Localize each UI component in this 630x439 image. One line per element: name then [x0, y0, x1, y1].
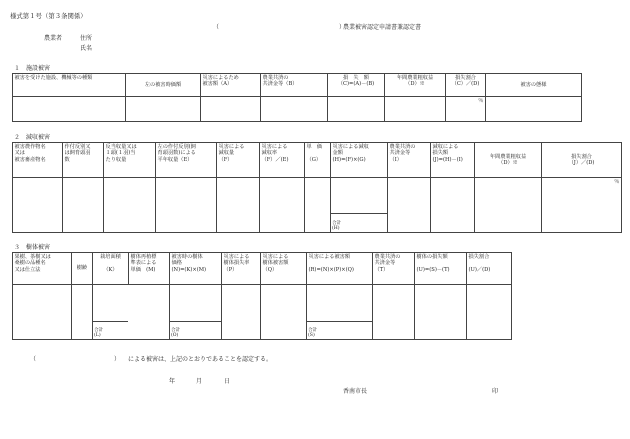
s1-header: 左の被害時価額 — [126, 74, 201, 97]
sum-h-label: 合計 (H) — [332, 221, 342, 231]
s2-amount-cell[interactable] — [331, 178, 388, 233]
s3-cell[interactable] — [222, 285, 261, 340]
s2-header: 単 価 （G） — [305, 143, 331, 178]
page-title: 農業被害認定申請書兼認定書 — [343, 24, 422, 31]
sum-divider — [307, 321, 372, 322]
s2-cell[interactable] — [431, 178, 475, 233]
s1-header: 損失割合 （C）／(D) — [446, 74, 486, 97]
yield-damage-table — [12, 142, 622, 233]
s2-header: 災害による減収 金額 (H)=(F)×(G) — [331, 143, 388, 178]
s3-area-cell[interactable] — [93, 285, 170, 340]
tree-damage-table — [12, 252, 512, 340]
mayor-label: 香南市長 — [343, 388, 368, 395]
s1-header: 損 失 額 （C)=(A)－(B) — [328, 74, 385, 97]
s3-header: 栽培面積 （K） — [93, 253, 129, 285]
sum-o-label: 合計 (O) — [171, 328, 181, 338]
sum-divider — [331, 213, 387, 214]
date-month: 月 — [196, 378, 203, 385]
s2-cell[interactable] — [217, 178, 260, 233]
s3-header: 損失割合 (U)／(D) — [467, 253, 512, 285]
s2-cell[interactable] — [260, 178, 305, 233]
s3-header: 災害による 樹体被害額 （Q） — [261, 253, 307, 285]
s3-header: 災害による被害額 (R)=(N)×(P)×(Q) — [307, 253, 373, 285]
s3-cell[interactable] — [415, 285, 467, 340]
s1-cell[interactable] — [201, 97, 261, 122]
s3-header: 農業共済の 共済金等 （T） — [373, 253, 415, 285]
percent-unit: ％ — [478, 98, 484, 104]
s2-cell[interactable] — [305, 178, 331, 233]
address-label: 住所 — [80, 35, 93, 42]
s2-header: 減収による 損失額 (J)=(H)－(I) — [431, 143, 475, 178]
sum-l-label: 合計 (L) — [94, 328, 104, 338]
certify-paren: （ ） — [30, 356, 121, 363]
s2-header: 作付反別又 は飼育頭羽 数 — [63, 143, 104, 178]
s2-header: 農業共済の 共済金等 （I） — [388, 143, 431, 178]
s1-header: 災害によるため 被害額（A） — [201, 74, 261, 97]
farmer-label: 農業者 — [44, 35, 63, 42]
s3-header: 果樹、茶樹又は 桑樹の品種名 又は仕立法 — [13, 253, 72, 285]
s2-cell[interactable] — [13, 178, 63, 233]
s3-value-cell[interactable] — [170, 285, 222, 340]
s2-header: 被害農作物名 又は 被害畜産物名 — [13, 143, 63, 178]
s2-header: 年間農業粗収益 （D）※ — [475, 143, 542, 178]
s1-percent-cell[interactable] — [446, 97, 486, 122]
section1-heading: １ 施設被害 — [14, 65, 51, 72]
s3-header: 樹体の損失額 (U)=(S)－(T) — [415, 253, 467, 285]
s2-header: 損失割合 （J）／(D) — [542, 143, 622, 178]
section2-heading: ２ 減収被害 — [14, 134, 51, 141]
s1-cell[interactable] — [328, 97, 385, 122]
s3-cell[interactable] — [467, 285, 512, 340]
s1-cell[interactable] — [126, 97, 201, 122]
s3-header: 樹齢 — [72, 253, 93, 285]
s2-cell[interactable] — [63, 178, 104, 233]
sum-s-label: 合計 (S) — [308, 328, 318, 338]
sum-divider — [93, 321, 128, 322]
s1-cell[interactable] — [13, 97, 126, 122]
s3-cell[interactable] — [373, 285, 415, 340]
name-label: 氏名 — [80, 45, 93, 52]
s2-percent-cell[interactable] — [542, 178, 622, 233]
title-paren: （ ） — [213, 24, 346, 31]
s1-header: 農業共済の 共済金等（B） — [261, 74, 328, 97]
sum-divider — [170, 321, 221, 322]
section3-heading: ３ 樹体被害 — [14, 244, 51, 251]
certify-text: による被害は、上記のとおりであることを認定する。 — [128, 356, 273, 363]
s3-cell[interactable] — [72, 285, 93, 340]
s3-header: 樹体再植標 準表による 単価 (M) — [129, 253, 170, 285]
s2-cell[interactable] — [475, 178, 542, 233]
facility-damage-table — [12, 73, 582, 122]
percent-unit: ％ — [614, 179, 620, 185]
s1-cell[interactable] — [261, 97, 328, 122]
s2-cell[interactable] — [388, 178, 431, 233]
s1-header: 被害を受けた施設、機械等の種類 — [13, 74, 126, 97]
s3-cell[interactable] — [261, 285, 307, 340]
s3-cell[interactable] — [13, 285, 72, 340]
s3-header: 災害による 樹体損失率 （P） — [222, 253, 261, 285]
s2-header: 災害による 減収率 （F）／(E) — [260, 143, 305, 178]
s2-header: 左の作付反別(飼 育頭羽数)による 平年収量（E） — [156, 143, 217, 178]
s2-header: 災害による 減収量 （F） — [217, 143, 260, 178]
date-day: 日 — [224, 378, 231, 385]
s1-cell[interactable] — [486, 97, 582, 122]
s2-cell[interactable] — [156, 178, 217, 233]
s3-damage-cell[interactable] — [307, 285, 373, 340]
form-number: 様式第１号（第３条関係） — [10, 12, 87, 20]
s1-header: 年間農業粗収益 （D）※ — [385, 74, 446, 97]
s1-cell[interactable] — [385, 97, 446, 122]
s2-cell[interactable] — [104, 178, 156, 233]
s3-header: 被害時の樹体 価格 (N)=(K)×(M) — [170, 253, 222, 285]
seal-mark: 印 — [492, 388, 499, 395]
date-year: 年 — [169, 378, 176, 385]
s1-header: 被害の態様 — [486, 74, 582, 97]
s2-header: 反当収量又は １頭(１羽)当 たり収量 — [104, 143, 156, 178]
